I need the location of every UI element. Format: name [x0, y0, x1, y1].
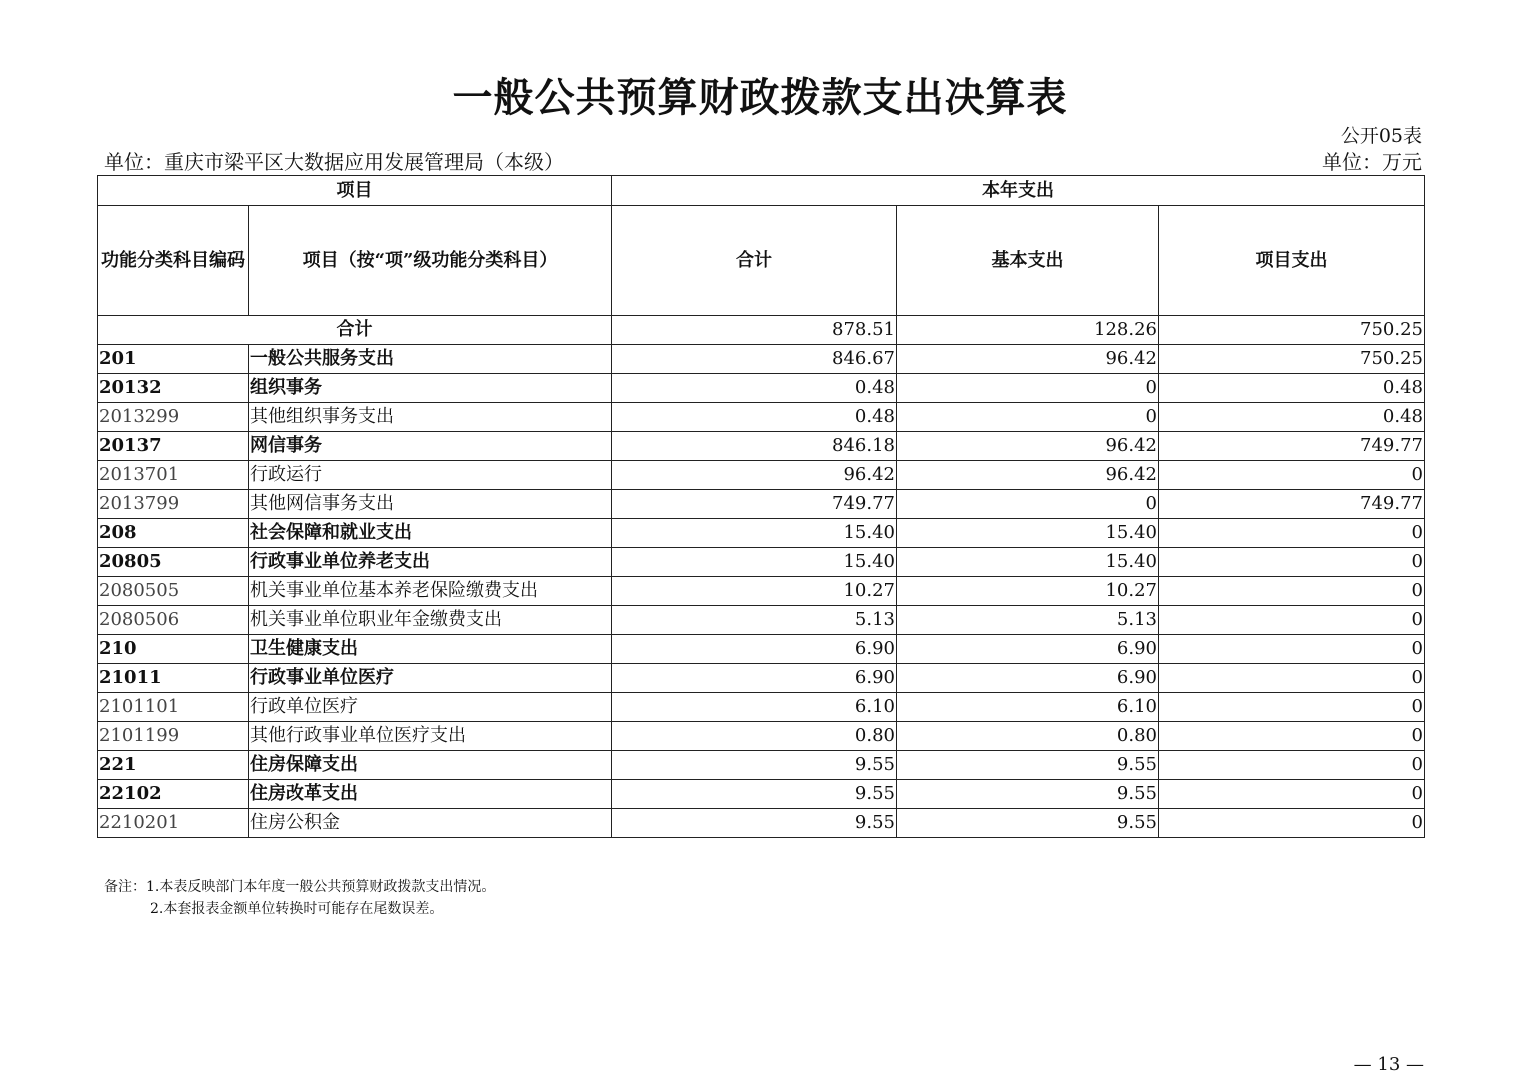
- row-code: 2210201: [98, 809, 249, 838]
- row-code: 2080506: [98, 606, 249, 635]
- row-basic: 96.42: [897, 461, 1159, 490]
- total-row: [98, 316, 1425, 345]
- row-total: 0.80: [612, 722, 897, 751]
- row-total: 5.13: [612, 606, 897, 635]
- row-name: 其他组织事务支出: [249, 403, 612, 432]
- total-project: 750.25: [1159, 316, 1425, 345]
- note-2: 2.本套报表金额单位转换时可能存在尾数误差。: [150, 901, 444, 917]
- reporting-unit: 单位：重庆市梁平区大数据应用发展管理局（本级）: [104, 150, 564, 174]
- row-name: 行政事业单位医疗: [249, 664, 612, 693]
- header-basic: 基本支出: [897, 206, 1159, 316]
- header-project: 项目: [98, 176, 612, 206]
- row-name: 机关事业单位职业年金缴费支出: [249, 606, 612, 635]
- table-row: [98, 693, 1425, 722]
- row-code: 22102: [98, 780, 249, 809]
- row-code: 2013799: [98, 490, 249, 519]
- row-project: 0: [1159, 461, 1425, 490]
- table-row: [98, 345, 1425, 374]
- table-row: [98, 403, 1425, 432]
- table-row: [98, 664, 1425, 693]
- row-project: 749.77: [1159, 490, 1425, 519]
- row-total: 15.40: [612, 548, 897, 577]
- row-code: 2101199: [98, 722, 249, 751]
- row-code: 2013299: [98, 403, 249, 432]
- row-code: 21011: [98, 664, 249, 693]
- row-project: 0: [1159, 577, 1425, 606]
- table-row: [98, 809, 1425, 838]
- row-code: 208: [98, 519, 249, 548]
- table-row: [98, 751, 1425, 780]
- row-name: 住房保障支出: [249, 751, 612, 780]
- header-current-year: 本年支出: [612, 176, 1425, 206]
- row-project: 0: [1159, 722, 1425, 751]
- table-row: [98, 519, 1425, 548]
- row-project: 0: [1159, 780, 1425, 809]
- row-code: 201: [98, 345, 249, 374]
- note-1: 备注：1.本表反映部门本年度一般公共预算财政拨款支出情况。: [104, 879, 496, 895]
- header-name: 项目（按“项”级功能分类科目）: [249, 206, 612, 316]
- row-basic: 9.55: [897, 780, 1159, 809]
- row-name: 组织事务: [249, 374, 612, 403]
- row-project: 0: [1159, 606, 1425, 635]
- row-name: 其他网信事务支出: [249, 490, 612, 519]
- row-total: 15.40: [612, 519, 897, 548]
- row-code: 210: [98, 635, 249, 664]
- row-name: 一般公共服务支出: [249, 345, 612, 374]
- header-project-expenditure: 项目支出: [1159, 206, 1425, 316]
- row-project: 750.25: [1159, 345, 1425, 374]
- row-project: 0.48: [1159, 403, 1425, 432]
- row-total: 9.55: [612, 780, 897, 809]
- table-row: [98, 606, 1425, 635]
- row-code: 20805: [98, 548, 249, 577]
- row-project: 0: [1159, 693, 1425, 722]
- row-project: 0.48: [1159, 374, 1425, 403]
- expenditure-table: [97, 175, 1425, 838]
- row-name: 网信事务: [249, 432, 612, 461]
- row-total: 749.77: [612, 490, 897, 519]
- row-basic: 0: [897, 403, 1159, 432]
- table-row: [98, 432, 1425, 461]
- row-total: 0.48: [612, 374, 897, 403]
- row-project: 0: [1159, 664, 1425, 693]
- row-basic: 0: [897, 490, 1159, 519]
- total-basic: 128.26: [897, 316, 1159, 345]
- header-row-2: [98, 206, 1425, 316]
- row-project: 0: [1159, 519, 1425, 548]
- row-name: 其他行政事业单位医疗支出: [249, 722, 612, 751]
- row-total: 6.10: [612, 693, 897, 722]
- currency-unit: 单位：万元: [1322, 150, 1422, 174]
- header-total: 合计: [612, 206, 897, 316]
- row-total: 0.48: [612, 403, 897, 432]
- row-code: 20137: [98, 432, 249, 461]
- row-code: 2101101: [98, 693, 249, 722]
- row-name: 行政单位医疗: [249, 693, 612, 722]
- row-total: 6.90: [612, 635, 897, 664]
- page-number: — 13 —: [1353, 1054, 1424, 1075]
- row-total: 9.55: [612, 809, 897, 838]
- row-basic: 10.27: [897, 577, 1159, 606]
- row-basic: 5.13: [897, 606, 1159, 635]
- row-total: 846.67: [612, 345, 897, 374]
- row-name: 行政事业单位养老支出: [249, 548, 612, 577]
- row-basic: 9.55: [897, 809, 1159, 838]
- row-basic: 96.42: [897, 432, 1159, 461]
- page-title: 一般公共预算财政拨款支出决算表: [452, 74, 1068, 121]
- notes: [104, 876, 495, 920]
- row-project: 0: [1159, 548, 1425, 577]
- row-name: 行政运行: [249, 461, 612, 490]
- header-row-1: [98, 176, 1425, 206]
- table-row: [98, 461, 1425, 490]
- row-total: 6.90: [612, 664, 897, 693]
- row-basic: 0.80: [897, 722, 1159, 751]
- row-name: 住房改革支出: [249, 780, 612, 809]
- row-basic: 9.55: [897, 751, 1159, 780]
- row-total: 96.42: [612, 461, 897, 490]
- row-project: 0: [1159, 809, 1425, 838]
- row-code: 20132: [98, 374, 249, 403]
- total-label: 合计: [98, 316, 612, 345]
- row-basic: 6.90: [897, 635, 1159, 664]
- row-basic: 15.40: [897, 519, 1159, 548]
- row-total: 846.18: [612, 432, 897, 461]
- row-code: 221: [98, 751, 249, 780]
- row-project: 0: [1159, 751, 1425, 780]
- table-row: [98, 374, 1425, 403]
- row-name: 住房公积金: [249, 809, 612, 838]
- table-row: [98, 722, 1425, 751]
- row-basic: 6.90: [897, 664, 1159, 693]
- form-number: 公开05表: [1340, 125, 1422, 147]
- table-row: [98, 490, 1425, 519]
- row-code: 2013701: [98, 461, 249, 490]
- header-code: 功能分类科目编码: [98, 206, 249, 316]
- row-project: 0: [1159, 635, 1425, 664]
- row-basic: 96.42: [897, 345, 1159, 374]
- table-row: [98, 577, 1425, 606]
- table-row: [98, 780, 1425, 809]
- row-basic: 0: [897, 374, 1159, 403]
- row-project: 749.77: [1159, 432, 1425, 461]
- table-row: [98, 635, 1425, 664]
- row-name: 社会保障和就业支出: [249, 519, 612, 548]
- row-name: 卫生健康支出: [249, 635, 612, 664]
- row-name: 机关事业单位基本养老保险缴费支出: [249, 577, 612, 606]
- row-total: 10.27: [612, 577, 897, 606]
- total-total: 878.51: [612, 316, 897, 345]
- row-code: 2080505: [98, 577, 249, 606]
- row-basic: 15.40: [897, 548, 1159, 577]
- row-total: 9.55: [612, 751, 897, 780]
- table-row: [98, 548, 1425, 577]
- row-basic: 6.10: [897, 693, 1159, 722]
